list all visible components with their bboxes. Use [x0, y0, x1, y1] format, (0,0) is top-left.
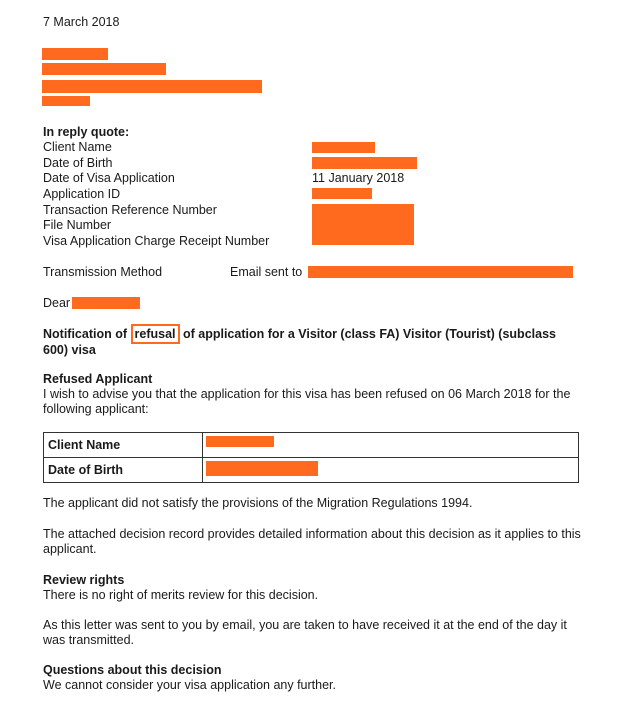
transmission-label: Transmission Method: [43, 265, 163, 279]
reply-label-transaction-ref: Transaction Reference Number: [43, 203, 217, 217]
questions-text: We cannot consider your visa application any further.: [43, 678, 336, 692]
notification-prefix: Notification of: [43, 327, 128, 341]
transmission-value: Email sent to: [230, 265, 303, 279]
redacted-table-client-name: [206, 436, 274, 447]
redacted-reference-numbers: [312, 204, 414, 245]
review-rights-text: There is no right of merits review for this decision.: [43, 588, 319, 602]
applicant-table: [43, 432, 579, 483]
reply-value-visa-date: 11 January 2018: [312, 171, 405, 185]
table-row: [44, 433, 579, 458]
table-label-client-name: Client Name: [44, 433, 203, 458]
para-decision-record: The attached decision record provides detailed information about this decision as it applies to this applicant.: [43, 527, 581, 556]
redacted-application-id: [312, 188, 372, 199]
table-value-dob: [203, 458, 579, 483]
questions-heading: Questions about this decision: [43, 663, 222, 677]
para-email: As this letter was sent to you by email, you are taken to have received it at the end of the day it was transmitted.: [43, 618, 567, 647]
redacted-date-of-birth: [312, 157, 417, 169]
reply-label-application-id: Application ID: [43, 187, 121, 201]
para-provisions: The applicant did not satisfy the provisions of the Migration Regulations 1994.: [43, 496, 473, 510]
review-rights-heading: Review rights: [43, 573, 125, 587]
salutation: Dear: [43, 296, 71, 310]
letter-date: 7 March 2018: [43, 15, 120, 29]
table-row: [44, 458, 579, 483]
redacted-address-line-1: [42, 48, 108, 60]
table-value-client-name: [203, 433, 579, 458]
refused-applicant-text: I wish to advise you that the application for this visa has been refused on 06 March 2018 for the following applicant:: [43, 387, 571, 416]
redacted-client-name: [312, 142, 375, 153]
redacted-recipient-name: [72, 297, 140, 309]
reply-quote-heading: In reply quote:: [43, 125, 130, 139]
reply-label-visa-date: Date of Visa Application: [43, 171, 175, 185]
refusal-highlight: refusal: [131, 324, 180, 344]
reply-label-receipt-number: Visa Application Charge Receipt Number: [43, 234, 270, 248]
refused-applicant-heading: Refused Applicant: [43, 372, 153, 386]
table-label-dob: Date of Birth: [44, 458, 203, 483]
reply-label-dob: Date of Birth: [43, 156, 113, 170]
reply-label-client-name: Client Name: [43, 140, 112, 154]
redacted-address-line-3: [42, 80, 262, 93]
reply-label-file-number: File Number: [43, 218, 112, 232]
notification-suffix: of application for a Visitor (class FA) Visitor (Tourist) (subclass 600) visa: [43, 327, 556, 357]
notification-heading: [43, 326, 583, 358]
redacted-table-dob: [206, 461, 318, 476]
redacted-address-line-2: [42, 63, 166, 75]
redacted-email-address: [308, 266, 573, 278]
redacted-address-line-4: [42, 96, 90, 106]
